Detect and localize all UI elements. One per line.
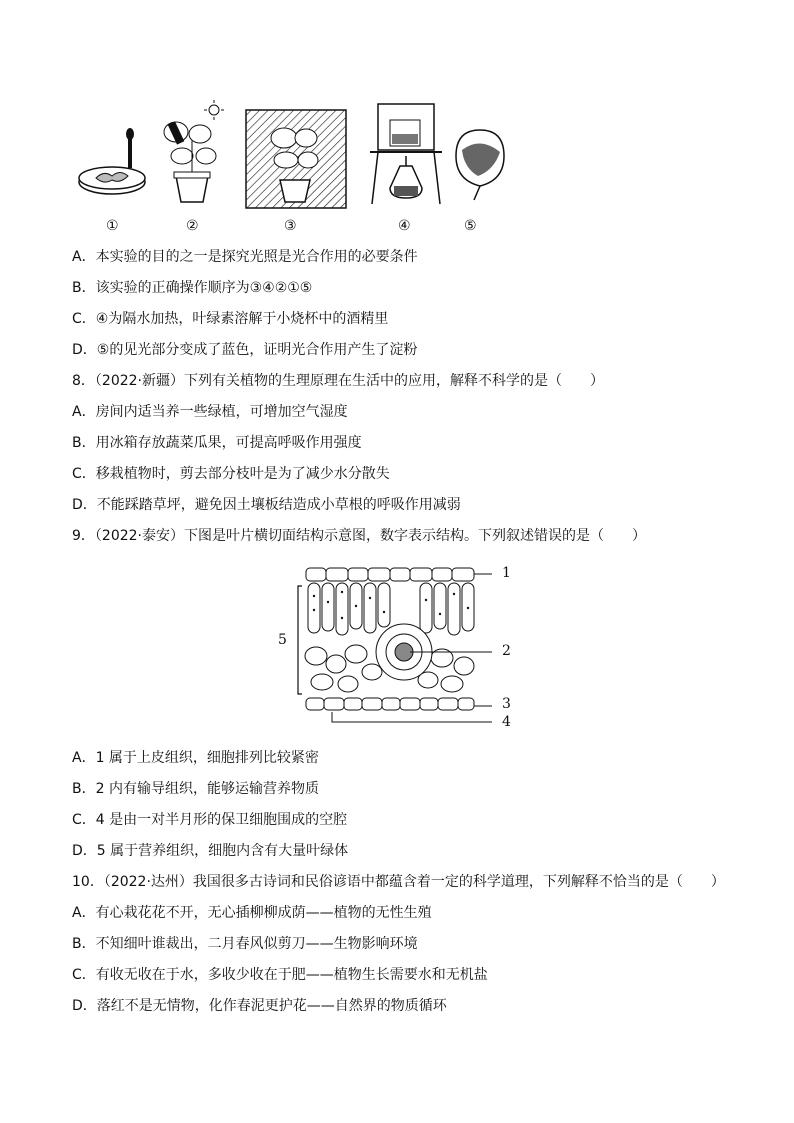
- figure-label-2: ②: [186, 218, 199, 234]
- q8-option-d: D．不能踩踏草坪，避免因土壤板结造成小草根的呼吸作用减弱: [72, 497, 461, 513]
- q10-option-b: B．不知细叶谁裁出，二月春风似剪刀——生物影响环境: [72, 936, 418, 952]
- q7-option-c: C．④为隔水加热，叶绿素溶解于小烧杯中的酒精里: [72, 311, 389, 327]
- q8-option-b: B．用冰箱存放蔬菜瓜果，可提高呼吸作用强度: [72, 435, 362, 451]
- leaf-label-2: 2: [502, 643, 511, 659]
- plant-in-dark-illustration: [244, 100, 348, 210]
- q9-option-b: B．2 内有输导组织，能够运输营养物质: [72, 781, 319, 797]
- q10-option-d: D．落红不是无情物，化作春泥更护花——自然界的物质循环: [72, 998, 447, 1014]
- leaf-cross-section-diagram: [278, 562, 522, 734]
- q7-option-d: D．⑤的见光部分变成了蓝色，证明光合作用产生了淀粉: [72, 342, 418, 358]
- figure-label-1: ①: [106, 218, 119, 234]
- leaf-cross-section-drawing: [292, 562, 492, 734]
- q9-option-a: A．1 属于上皮组织，细胞排列比较紧密: [72, 750, 319, 766]
- leaf-label-5: 5: [278, 632, 287, 648]
- q7-option-b: B．该实验的正确操作顺序为③④②①⑤: [72, 280, 313, 296]
- q9-option-d: D．5 属于营养组织，细胞内含有大量叶绿体: [72, 843, 349, 859]
- q7-option-a: A．本实验的目的之一是探究光照是光合作用的必要条件: [72, 249, 418, 265]
- figure-label-4: ④: [398, 218, 411, 234]
- stained-leaf-illustration: [450, 100, 510, 210]
- q10-stem: 10．（2022·达州）我国很多古诗词和民俗谚语中都蕴含着一定的科学道理，下列解释不恰当的是（ ）: [72, 874, 725, 890]
- plant-covered-leaf-illustration: [156, 100, 232, 210]
- q9-option-c: C．4 是由一对半月形的保卫细胞围成的空腔: [72, 812, 348, 828]
- q7-experiment-figure: [72, 100, 512, 235]
- water-bath-heating-illustration: [370, 100, 446, 212]
- figure-label-5: ⑤: [464, 218, 477, 234]
- q8-option-a: A．房间内适当养一些绿植，可增加空气湿度: [72, 404, 348, 420]
- q9-stem: 9．（2022·泰安）下图是叶片横切面结构示意图，数字表示结构。下列叙述错误的是（ ）: [72, 528, 646, 544]
- leaf-label-3: 3: [502, 696, 511, 712]
- q10-option-a: A．有心栽花花不开，无心插柳柳成荫——植物的无性生殖: [72, 905, 432, 921]
- q8-option-c: C．移栽植物时，剪去部分枝叶是为了减少水分散失: [72, 466, 390, 482]
- dish-dropper-illustration: [76, 100, 156, 210]
- leaf-label-1: 1: [502, 565, 511, 581]
- leaf-label-4: 4: [502, 714, 511, 730]
- q8-stem: 8．（2022·新疆）下列有关植物的生理原理在生活中的应用，解释不科学的是（ ）: [72, 373, 604, 389]
- q10-option-c: C．有收无收在于水，多收少收在于肥——植物生长需要水和无机盐: [72, 967, 488, 983]
- figure-label-3: ③: [284, 218, 297, 234]
